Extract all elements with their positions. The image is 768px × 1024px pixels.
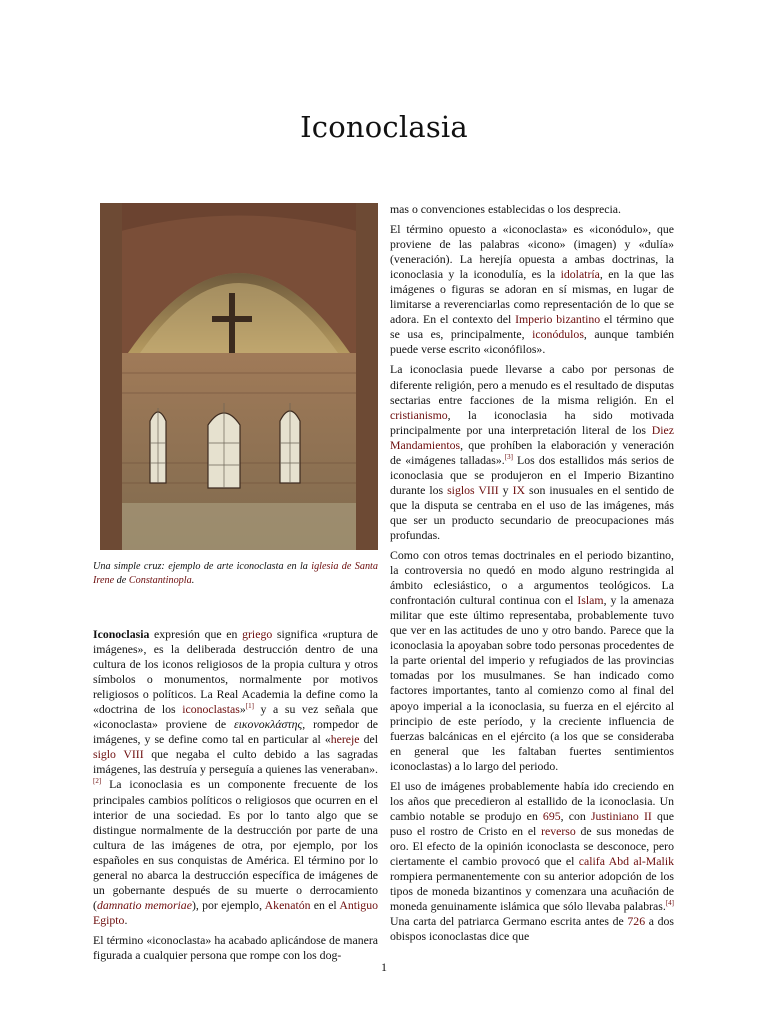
wiki-link[interactable]: siglo VIII	[93, 747, 144, 762]
wiki-link[interactable]: reverso	[541, 823, 576, 838]
text-run: expresión que en	[149, 627, 243, 641]
wiki-link[interactable]: hereje	[330, 732, 360, 747]
wiki-link[interactable]: Constantinopla	[128, 574, 192, 586]
text-run: El uso de imágenes probablemente había ido creciendo en los años que precedieron al estallido de la iconoclasia. Un cambio notable se produjo en	[390, 778, 674, 823]
wiki-link[interactable]: iconódulos	[532, 327, 584, 342]
wiki-link[interactable]: idolatría	[560, 267, 600, 282]
bold-term: Iconoclasia	[93, 627, 150, 641]
text-run: La iconoclasia puede llevarse a cabo por personas de diferente religión, pero a menudo es el resultado de disputas sectarias entre facciones de la misma religión. En el	[390, 362, 674, 407]
wiki-link[interactable]: IX	[512, 482, 526, 497]
right-body-text	[390, 202, 674, 944]
text-run: .	[124, 912, 128, 927]
wiki-link[interactable]: Akenatón	[264, 897, 311, 912]
text-run: en el	[310, 897, 340, 912]
text-run: a dos obispos iconoclastas dice que	[390, 914, 674, 944]
text-run: Como con otros temas doctrinales en el periodo bizantino, la controversia no quedó en modo alguno restringida al ámbito eclesiástico, o a argumentos teológicos. La confrontación cultural continua con el	[390, 548, 674, 608]
text-run: »	[239, 702, 246, 717]
text-run: , y la amenaza militar que este último representaba, probablemente tuvo que ver en las actitudes de uno y otro bando. Parece que la iconoclasia la apoyaban sobre todo personas procedentes de la parte oriental del imperio y refugiados de las provincias tomadas por los musulmanes. Se han indicado como factores importantes, tanto al comienzo como al final del apoyo imperial a la iconoclasia, su fuerza en el ejército al principio de este período, y la creciente influencia de fuerzas balcánicas en el ejército (a los que se consideraba en general que les faltaban fuertes sentimientos iconoclastas) a lo largo del periodo.	[390, 593, 674, 773]
text-run: de sus monedas de oro. El efecto de la opinión iconoclasta se desconoce, pero ciertamente el cambio provocó que el	[390, 823, 674, 868]
text-run: .	[191, 574, 195, 586]
paragraph	[390, 548, 674, 774]
text-run: son inusuales en el sentido de que la disputa se centraba en el uso de las imágenes, más que ser un producto secundario de preocupaciones más profundas.	[390, 482, 675, 542]
text-run: Una carta del patriarca Germano escrita antes de	[390, 914, 628, 929]
paragraph	[390, 362, 674, 543]
figure-caption	[93, 560, 378, 587]
wiki-link[interactable]: damnatio memoriae	[96, 897, 192, 912]
citation-ref[interactable]: [2]	[93, 777, 102, 786]
citation-ref[interactable]: [3]	[504, 452, 513, 461]
text-run: , en la que las imágenes o figuras se adoran en sí mismas, en lugar de limitarse a reverenciarlas como representación de lo que se adora. En el contexto del	[390, 267, 674, 327]
left-body-text	[93, 627, 378, 963]
wiki-link[interactable]: Antiguo Egipto	[93, 897, 378, 927]
paragraph	[390, 202, 674, 217]
text-run: y	[498, 482, 513, 497]
church-apse-illustration	[100, 203, 378, 550]
text-run: significa «ruptura de imágenes», es la deliberada destrucción dentro de una cultura de los iconos religiosos de la propia cultura y otros símbolos o monumentos, normalmente por motivos religiosos o políticos. La Real Academia la define como la «doctrina de los	[93, 627, 378, 717]
figure-image	[100, 203, 378, 550]
text-run: El término opuesto a «iconoclasta» es «iconódulo», que proviene de las palabras «icono» (imagen) y «dulía» (veneración). La herejía opuesta a ambas doctrinas, la iconoclasia y la iconodulía, es la	[390, 222, 674, 282]
text-run: que puso el rostro de Cristo en el	[390, 808, 675, 838]
page-title: Iconoclasia	[300, 110, 468, 144]
text-run: y a su vez señala que «iconoclasta» proviene de	[93, 702, 378, 732]
wiki-link[interactable]: 726	[627, 914, 646, 929]
paragraph	[390, 779, 674, 945]
paragraph	[93, 933, 378, 963]
text-run: que negaba el culto debido a las sagradas imágenes, las destruía y perseguía a quienes las veneraban».	[93, 747, 379, 777]
wiki-link[interactable]: Islam	[577, 593, 604, 608]
wiki-link[interactable]: siglos VIII	[447, 482, 499, 497]
text-run: , que prohíben la elaboración y veneración de «imágenes talladas».	[390, 437, 674, 467]
text-run: , la iconoclasia ha sido motivada principalmente por una interpretación literal de los	[390, 407, 674, 437]
text-run: del	[359, 732, 378, 747]
text-run: ), por ejemplo,	[191, 897, 265, 912]
wiki-link[interactable]: Justiniano II	[590, 808, 652, 823]
text-run: Los dos estallidos más serios de iconoclasia que se produjeron en el Imperio Bizantino durante los	[390, 452, 675, 497]
text-run: El término «iconoclasta» ha acabado aplicándose de manera figurada a cualquier persona que rompe con los dog-	[93, 932, 378, 962]
text-run: rompiera permanentemente con su anterior adopción de los tipos de moneda bizantinos y comenzara una acuñación de moneda genuinamente islámica que sólo llevaba palabras.	[390, 869, 674, 914]
text-run: el término que se usa es, principalmente,	[390, 312, 674, 342]
text-run: , rompedor de imágenes, y se define como tal en particular al «	[93, 717, 378, 747]
text-run: εικονοκλάστης	[233, 717, 303, 732]
text-run: mas o convenciones establecidas o los desprecia.	[390, 202, 621, 216]
text-run: Una simple cruz: ejemplo de arte iconoclasta en la	[93, 561, 312, 572]
citation-ref[interactable]: [4]	[665, 899, 674, 908]
wiki-link[interactable]: griego	[242, 627, 273, 641]
citation-ref[interactable]: [1]	[245, 702, 254, 711]
paragraph	[390, 222, 674, 357]
right-column	[390, 202, 674, 949]
text-run: La iconoclasia es un componente frecuente de los principales cambios políticos o religiosos que ocurren en el interior de una sociedad. Es por lo tanto algo que se distingue normalmente de la destrucción por parte de una cultura de las imágenes de otra, por ejemplo, por los españoles en sus conquistas de América. El término por lo general no abarca la destrucción específica de imágenes de un gobernante después de su muerte o derrocamiento (	[93, 777, 378, 912]
page-number: 1	[381, 960, 387, 974]
wiki-link[interactable]: iglesia de Santa Irene	[93, 561, 378, 586]
text-run: de	[114, 574, 129, 586]
wiki-link[interactable]: califa Abd al-Malik	[578, 853, 674, 868]
wiki-link[interactable]: 695	[542, 808, 561, 823]
wiki-link[interactable]: iconoclastas	[182, 702, 240, 717]
paragraph	[93, 627, 378, 928]
text-run: , aunque también puede verse escrito «iconófilos».	[390, 327, 674, 357]
wiki-link[interactable]: Diez Mandamientos	[390, 422, 674, 452]
wiki-link[interactable]: cristianismo	[390, 407, 448, 422]
left-column	[93, 203, 378, 968]
wiki-link[interactable]: Imperio bizantino	[515, 312, 601, 327]
text-run: , con	[560, 808, 591, 823]
